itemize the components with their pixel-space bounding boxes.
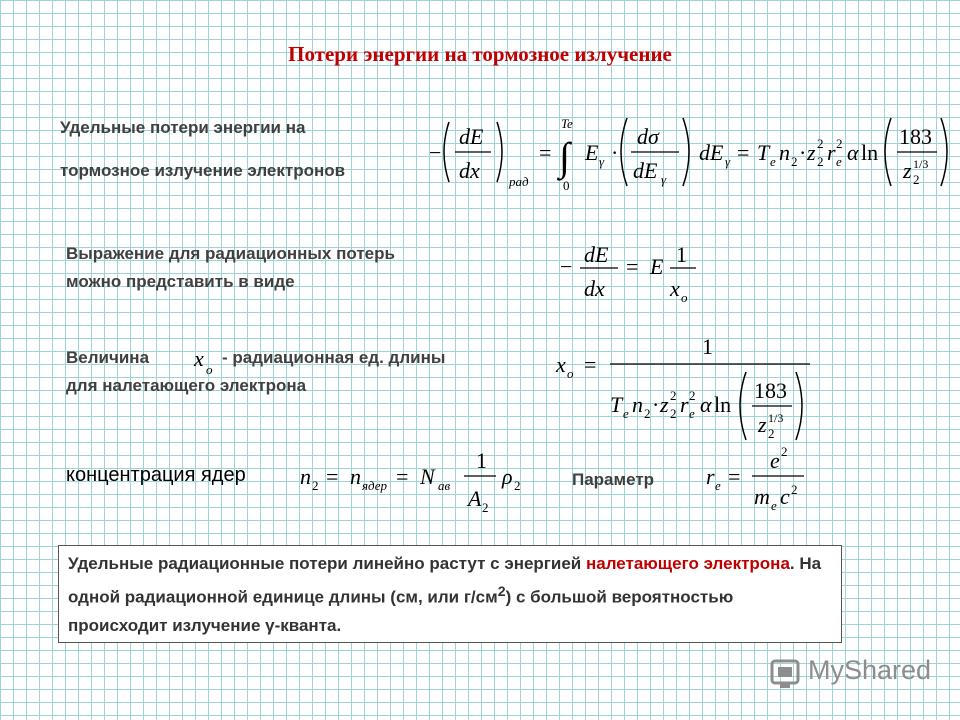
note-part3: ) с большой вероятностью происходит излучение γ-кванта.	[68, 587, 734, 635]
svg-text:ln: ln	[861, 140, 879, 165]
svg-text:dE: dE	[459, 124, 484, 149]
svg-text:r: r	[706, 464, 715, 489]
svg-text:ядер: ядер	[362, 478, 388, 493]
note-sup: 2	[497, 584, 506, 600]
svg-text:=: =	[728, 464, 741, 489]
svg-text:m: m	[754, 484, 770, 509]
svg-text:−: −	[429, 140, 442, 165]
block1-line1: Удельные потери энергии на	[60, 118, 306, 137]
page-title: Потери энергии на тормозное излучение	[288, 42, 672, 66]
svg-text:e: e	[689, 406, 695, 421]
svg-text:2: 2	[768, 426, 775, 441]
block3-word: Величина	[66, 348, 150, 367]
svg-text:r: r	[680, 392, 689, 417]
svg-text:T: T	[610, 392, 623, 417]
note-text	[68, 550, 828, 640]
block2-line1: Выражение для радиационных потерь	[66, 244, 395, 263]
svg-text:N: N	[420, 464, 435, 489]
svg-text:2: 2	[817, 136, 824, 151]
svg-text:2: 2	[817, 154, 824, 169]
svg-text:e: e	[836, 154, 842, 169]
svg-text:=: =	[626, 254, 639, 279]
svg-text:1: 1	[676, 242, 687, 267]
svg-text:x: x	[670, 276, 680, 301]
svg-text:ln: ln	[714, 392, 732, 417]
block3-line2: для налетающего электрона	[66, 376, 307, 395]
svg-text:dx: dx	[584, 276, 605, 301]
watermark-logo-icon	[768, 655, 804, 691]
svg-text:2: 2	[670, 406, 677, 421]
svg-text:o: o	[206, 362, 213, 377]
svg-text:2: 2	[514, 478, 521, 493]
svg-text:x: x	[194, 346, 204, 371]
svg-text:2: 2	[689, 388, 696, 403]
svg-text:2: 2	[836, 136, 843, 151]
svg-text:183: 183	[899, 124, 932, 149]
svg-text:n: n	[632, 392, 643, 417]
svg-text:n: n	[300, 464, 311, 489]
formula-radiative-loss	[556, 238, 716, 308]
svg-text:γ: γ	[661, 172, 667, 187]
note-highlight: налетающего электрона	[585, 554, 790, 573]
svg-text:e: e	[715, 478, 721, 493]
svg-text:2: 2	[791, 154, 798, 169]
svg-text:γ: γ	[725, 154, 731, 169]
watermark	[768, 655, 932, 691]
svg-text:=: =	[737, 140, 750, 165]
svg-text:−: −	[560, 254, 573, 279]
svg-text:E: E	[650, 254, 664, 279]
block3-rest: - радиационная ед. длины	[222, 348, 446, 367]
svg-text:2: 2	[913, 172, 920, 187]
svg-text:α: α	[700, 392, 712, 417]
svg-text:·: ·	[652, 392, 660, 417]
svg-text:n: n	[350, 464, 361, 489]
svg-text:=: =	[326, 464, 339, 489]
svg-text:·: ·	[799, 140, 807, 165]
svg-text:1: 1	[702, 334, 713, 359]
svg-text:·: ·	[611, 140, 619, 165]
formula-specific-loss	[425, 110, 955, 195]
svg-text:dσ: dσ	[637, 124, 659, 149]
svg-text:z: z	[807, 140, 816, 165]
svg-text:dE: dE	[699, 140, 724, 165]
svg-text:1/3: 1/3	[768, 411, 784, 425]
parameter-label: Параметр	[572, 470, 655, 489]
formula-radiation-length	[552, 332, 814, 444]
svg-text:n: n	[779, 140, 790, 165]
svg-text:o: o	[681, 290, 688, 305]
formula-classical-radius	[702, 442, 812, 512]
svg-text:183: 183	[754, 378, 787, 403]
block1-line2: тормозное излучение электронов	[60, 161, 346, 180]
svg-text:T: T	[757, 140, 770, 165]
svg-text:dE: dE	[584, 242, 609, 267]
svg-text:z: z	[903, 158, 912, 183]
svg-text:=: =	[396, 464, 409, 489]
concentration-label: концентрация ядер	[66, 464, 246, 486]
svg-text:α: α	[847, 140, 859, 165]
svg-text:z: z	[758, 412, 767, 437]
block2-line2: можно представить в виде	[66, 272, 295, 291]
svg-text:2: 2	[644, 406, 651, 421]
svg-text:2: 2	[482, 500, 489, 515]
svg-text:e: e	[770, 154, 776, 169]
svg-text:2: 2	[781, 444, 788, 459]
svg-text:z: z	[660, 392, 669, 417]
svg-text:1: 1	[476, 448, 487, 473]
svg-text:γ: γ	[599, 154, 605, 169]
svg-text:2: 2	[312, 478, 319, 493]
svg-text:c: c	[780, 484, 790, 509]
svg-text:∫: ∫	[559, 134, 570, 179]
svg-text:A: A	[468, 486, 482, 511]
svg-text:r: r	[827, 140, 836, 165]
svg-text:dx: dx	[459, 158, 480, 183]
svg-text:=: =	[539, 140, 552, 165]
svg-text:2: 2	[670, 388, 677, 403]
svg-text:o: o	[567, 366, 574, 381]
watermark-text: MyShared	[808, 655, 932, 685]
svg-text:Te: Te	[561, 116, 573, 131]
svg-text:рад: рад	[509, 174, 529, 189]
svg-text:2: 2	[791, 482, 798, 497]
svg-text:e: e	[623, 406, 629, 421]
svg-text:ρ: ρ	[502, 464, 513, 489]
formula-concentration	[296, 442, 540, 518]
svg-text:x: x	[556, 352, 566, 377]
note-part2: . На одной радиационной единице длины (см, или г/см	[68, 554, 822, 607]
svg-text:e: e	[771, 498, 777, 512]
svg-text:=: =	[584, 352, 597, 377]
svg-text:e: e	[770, 448, 780, 473]
svg-text:E: E	[585, 140, 599, 165]
svg-text:1/3: 1/3	[913, 157, 929, 171]
svg-text:dE: dE	[633, 158, 658, 183]
svg-text:ав: ав	[438, 478, 451, 493]
note-part1: Удельные радиационные потери линейно растут с энергией	[68, 554, 582, 573]
svg-text:0: 0	[563, 178, 570, 193]
